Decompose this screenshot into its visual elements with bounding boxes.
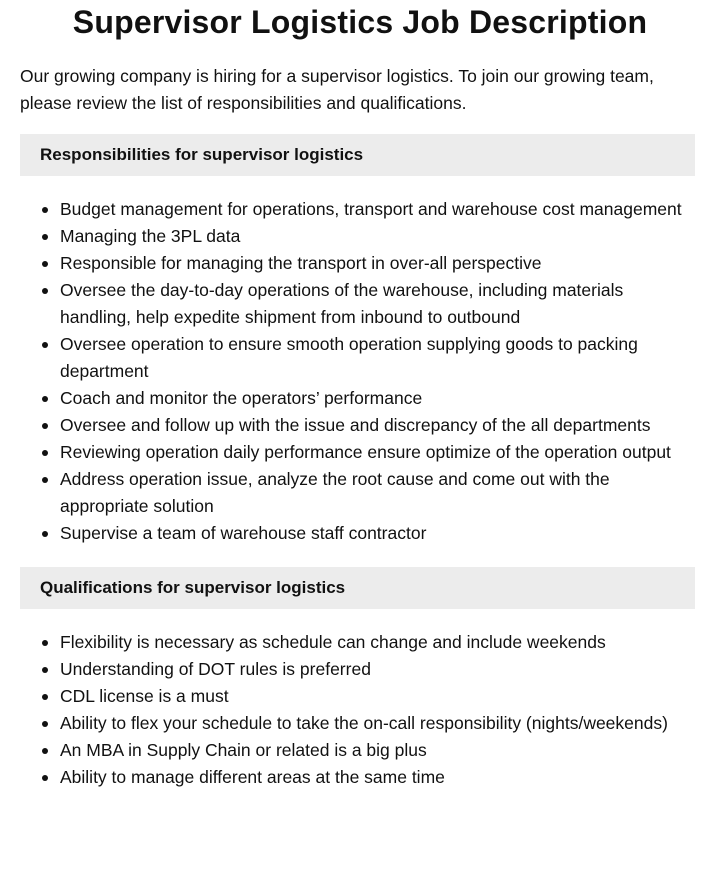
- qualifications-heading: Qualifications for supervisor logistics: [20, 567, 695, 609]
- intro-paragraph: Our growing company is hiring for a supervisor logistics. To join our growing team, please review the list of responsibilities and qualifications.: [20, 66, 654, 113]
- list-item: Understanding of DOT rules is preferred: [60, 656, 692, 683]
- qualifications-list: [0, 629, 720, 791]
- list-item: Ability to flex your schedule to take the on-call responsibility (nights/weekends): [60, 710, 692, 737]
- list-item: Budget management for operations, transport and warehouse cost management: [60, 196, 692, 223]
- list-item: CDL license is a must: [60, 683, 692, 710]
- responsibilities-list: [0, 196, 720, 547]
- list-item: Oversee and follow up with the issue and discrepancy of the all departments: [60, 412, 692, 439]
- list-item: Reviewing operation daily performance ensure optimize of the operation output: [60, 439, 692, 466]
- list-item: Oversee the day-to-day operations of the warehouse, including materials handling, help expedite shipment from inbound to outbound: [60, 277, 692, 331]
- list-item: Responsible for managing the transport in over-all perspective: [60, 250, 692, 277]
- list-item: Oversee operation to ensure smooth operation supplying goods to packing department: [60, 331, 692, 385]
- list-item: Ability to manage different areas at the same time: [60, 764, 692, 791]
- list-item: Flexibility is necessary as schedule can change and include weekends: [60, 629, 692, 656]
- page-title: Supervisor Logistics Job Description: [72, 4, 648, 40]
- list-item: An MBA in Supply Chain or related is a big plus: [60, 737, 692, 764]
- list-item: Managing the 3PL data: [60, 223, 692, 250]
- list-item: Coach and monitor the operators’ performance: [60, 385, 692, 412]
- list-item: Address operation issue, analyze the root cause and come out with the appropriate solution: [60, 466, 692, 520]
- responsibilities-heading: Responsibilities for supervisor logistics: [20, 134, 695, 176]
- list-item: Supervise a team of warehouse staff contractor: [60, 520, 692, 547]
